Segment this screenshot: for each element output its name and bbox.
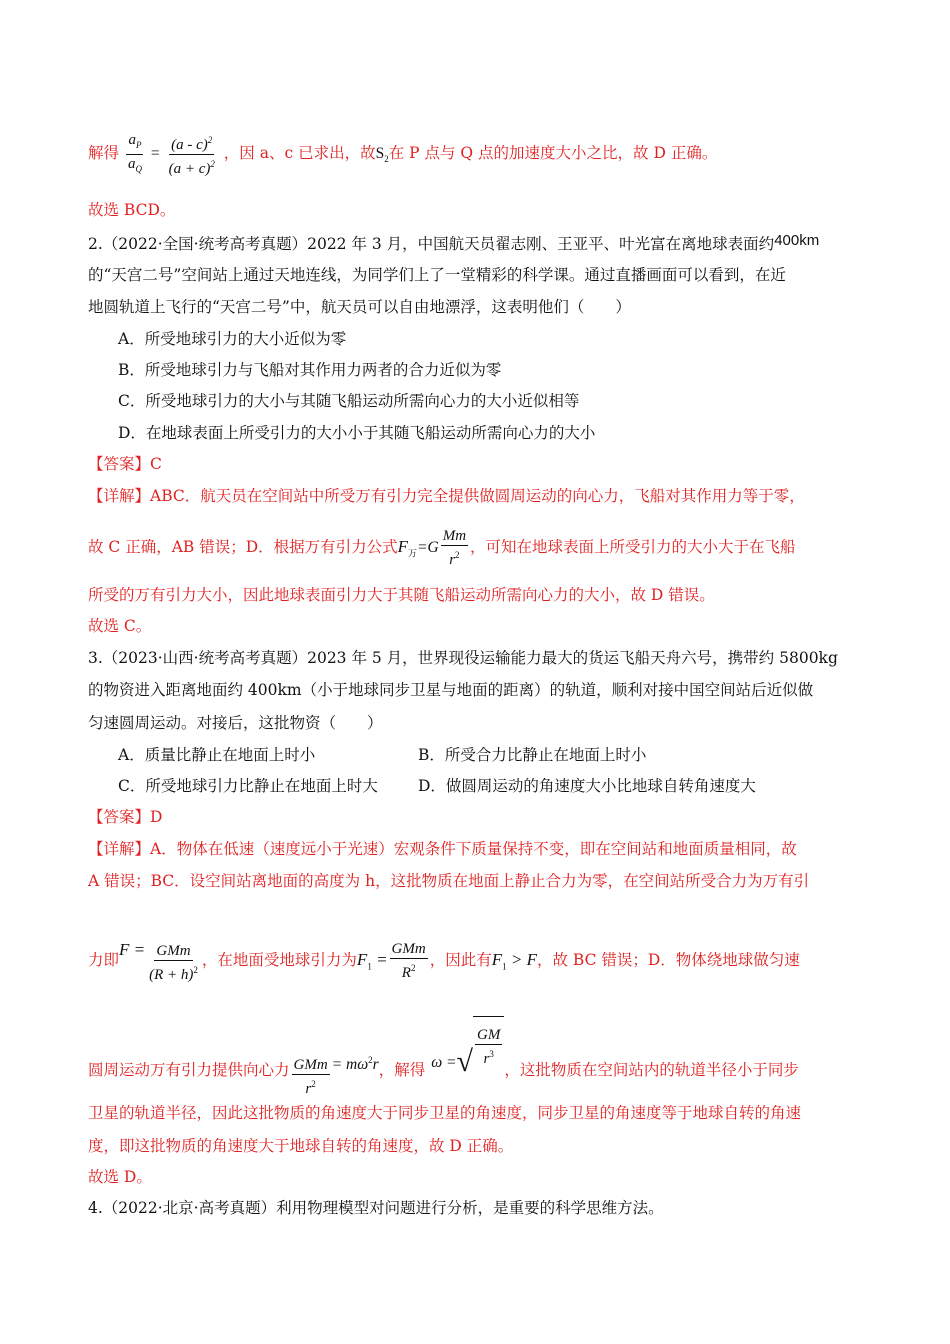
q3-detail-line2: A 错误；BC．设空间站离地面的高度为 h，这批物质在地面上静止合力为零，在空间站所受合力为万有引 (88, 872, 810, 890)
q3-option-d[interactable]: D．做圆周运动的角速度大小比地球自转角速度大 (418, 777, 756, 795)
q2-stem-line2: 的“天宫二号”空间站上通过天地连线，为同学们上了一堂精彩的科学课。通过直播画面可以看到，在近 (88, 266, 786, 284)
force-ground-fraction: $\frac{\text{GMm}}{R^2}$ (391, 941, 426, 981)
q2-stem-line1: 2.（2022·全国·统考高考真题）2022 年 3 月，中国航天员翟志刚、王亚平、叶光富在离地球表面约400km (88, 232, 820, 253)
q4-stem-line1: 4.（2022·北京·高考真题）利用物理模型对问题进行分析，是重要的科学思维方法。 (88, 1199, 664, 1217)
q3-choose: 故选 D。 (88, 1168, 152, 1186)
q2-choose: 故选 C。 (88, 617, 152, 635)
ratio-result-fraction: $\frac{(a - c)^2}{(a + c)^2}$ (167, 131, 217, 178)
q2-option-d[interactable]: D．在地球表面上所受引力的大小小于其随飞船运动所需向心力的大小 (118, 424, 596, 442)
intro-choose: 故选 BCD。 (88, 201, 176, 219)
q2-detail-line3: 所受的万有引力大小，因此地球表面引力大于其随飞船运动所需向心力的大小，故 D 错误。 (88, 586, 715, 604)
q3-detail-line6: 度，即这批物质的角速度大于地球自转的角速度，故 D 正确。 (88, 1137, 514, 1155)
q2-answer: 【答案】C (88, 455, 162, 473)
q3-detail-line1: 【详解】A．物体在低速（速度远小于光速）宏观条件下质量保持不变，即在空间站和地面质量相同，故 (88, 840, 797, 858)
q3-option-a[interactable]: A．质量比静止在地面上时小 (118, 746, 316, 764)
accel-ratio-fraction: $\frac{a_P}{a_Q}$ (127, 131, 142, 174)
q2-option-a[interactable]: A．所受地球引力的大小近似为零 (118, 330, 347, 348)
q3-answer: 【答案】D (88, 808, 163, 826)
q3-stem-line1: 3.（2023·山西·统考高考真题）2023 年 5 月，世界现役运输能力最大的货运飞船天舟六号，携带约 5800kg (88, 649, 838, 667)
q3-detail-line3: 力即F = $\frac{\text{GMm}}{(R + h)^2}$ ，在地面受地球引力为$F_1$ = $\frac{\text{GMm}}{R^2}$ ，因此有$F_1 > F$，故 BC 错误；D．物体绕地球做匀速 (88, 940, 800, 983)
solve-prefix: 解得 (88, 144, 120, 162)
centripetal-fraction: $\frac{\text{GMm}}{r^2}$ (293, 1057, 328, 1097)
q3-stem-line3: 匀速圆周运动。对接后，这批物资（ ） (88, 714, 383, 732)
q2-detail-line2: 故 C 正确，AB 错误；D．根据万有引力公式$F_万=G$ $\frac{Mm}{r^2}$ ，可知在地球表面上所受引力的大小大于在飞船 (88, 528, 796, 568)
q2-stem-line3: 地圆轨道上飞行的“天宫二号”中，航天员可以自由地漂浮，这表明他们（ ） (88, 298, 631, 316)
q3-detail-line4: 圆周运动万有引力提供向心力 $\frac{\text{GMm}}{r^2}$ = $m\omega^2r$，解得 ω = √ $\frac{GM}{r^3}$ ，这批物质在空间站内的轨道半径小于同步 (88, 1016, 799, 1100)
q3-stem-line2: 的物资进入距离地面约 400km（小于地球同步卫星与地面的距离）的轨道，顺利对接中国空间站后近似做 (88, 681, 814, 699)
intro-solve-line: 解得 $\frac{a_P}{a_Q}$ = $\frac{(a - c)^2}{(a + c)^2}$ ，因 a、c 已求出，故$S_2$在 P 点与 Q 点的加速度大小之比，故 D 正确。 (88, 131, 718, 177)
sqrt-expression: √ $\frac{GM}{r^3}$ (457, 1016, 505, 1077)
q3-option-b[interactable]: B．所受合力比静止在地面上时小 (418, 746, 647, 764)
force-orbit-fraction: $\frac{\text{GMm}}{(R + h)^2}$ (149, 943, 198, 983)
q3-detail-line5: 卫星的轨道半径，因此这批物质的角速度大于同步卫星的角速度，同步卫星的角速度等于地球自转的角速 (88, 1104, 802, 1122)
q2-option-b[interactable]: B．所受地球引力与飞船对其作用力两者的合力近似为零 (118, 361, 502, 379)
q3-option-c[interactable]: C．所受地球引力比静止在地面上时大 (118, 777, 378, 795)
gravitation-fraction: $\frac{Mm}{r^2}$ (442, 528, 467, 568)
q2-detail-line1: 【详解】ABC．航天员在空间站中所受万有引力完全提供做圆周运动的向心力，飞船对其作用力等于零， (88, 487, 805, 505)
q2-option-c[interactable]: C．所受地球引力的大小与其随飞船运动所需向心力的大小近似相等 (118, 392, 580, 410)
